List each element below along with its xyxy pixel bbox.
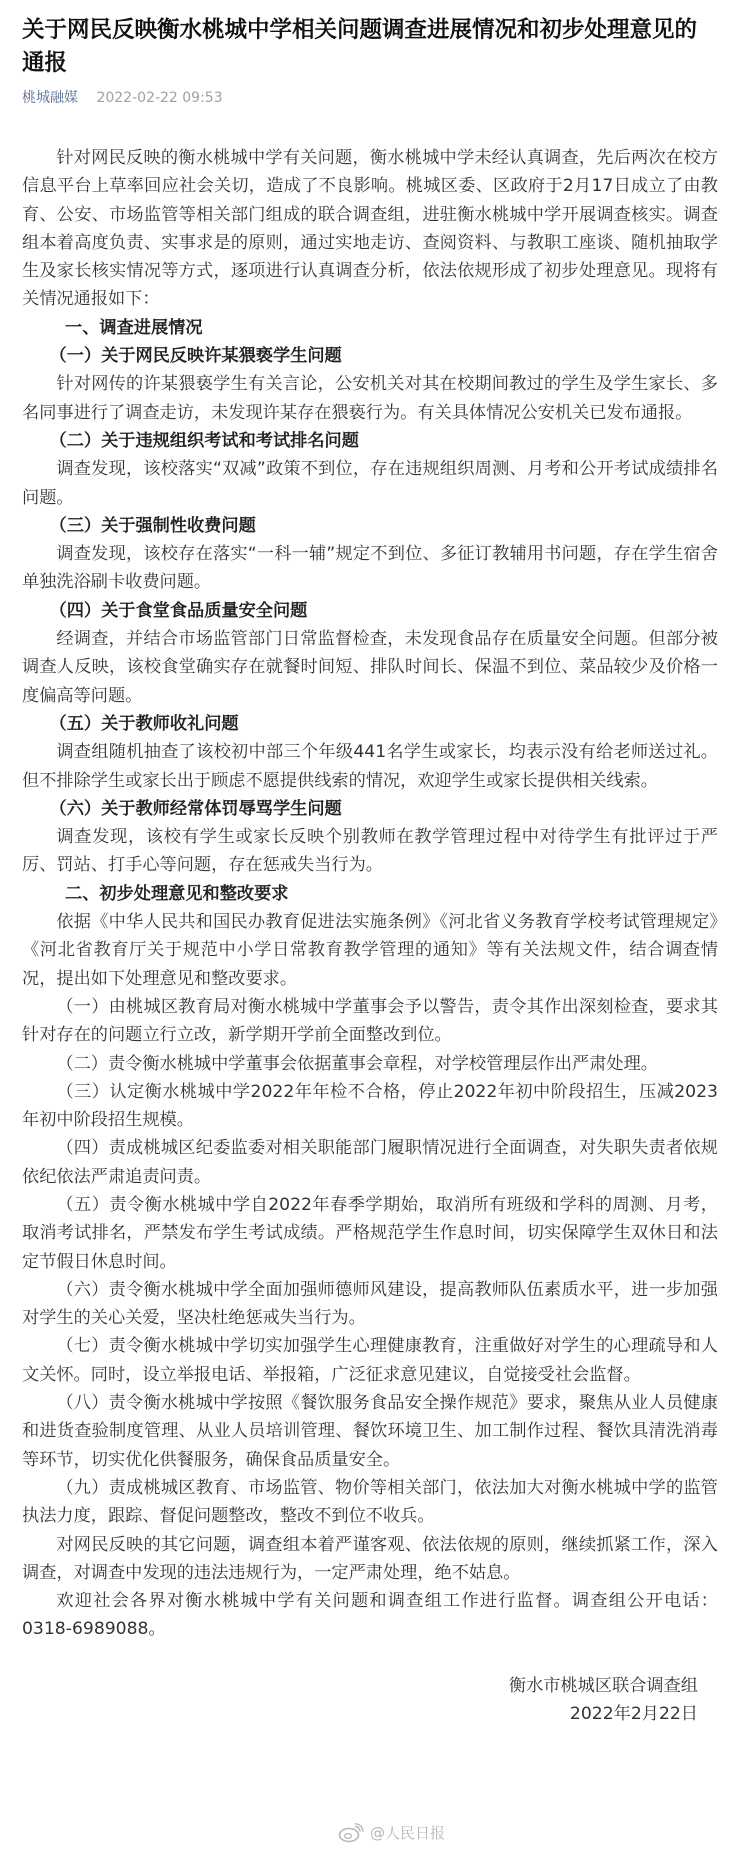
body-paragraph: （四）责成桃城区纪委监委对相关职能部门履职情况进行全面调查，对失职失责者依规依纪依法严肃追责问责。 [22,1138,718,1187]
section-heading: 一、调查进展情况 [65,317,203,338]
signature-org: 衡水市桃城区联合调查组 [508,1675,698,1696]
body-paragraph: 调查发现，该校落实“双减”政策不到位，存在违规组织周测、月考和公开考试成绩排名问题。 [22,459,718,508]
body-paragraph: （九）责成桃城区教育、市场监管、物价等相关部门，依法加大对衡水桃城中学的监管执法力度，跟踪、督促问题整改，整改不到位不收兵。 [22,1477,718,1527]
body-paragraph: （一）由桃城区教育局对衡水桃城中学董事会予以警告，责令其作出深刻检查，要求其针对存在的问题立行立改，新学期开学前全面整改到位。 [22,996,718,1046]
body-paragraph: （六）责令衡水桃城中学全面加强师德师风建设，提高教师队伍素质水平，进一步加强对学生的关心关爱，坚决杜绝惩戒失当行为。 [22,1279,718,1329]
subsection-heading: （四）关于食堂食品质量安全问题 [49,600,308,621]
body-paragraph: 针对网传的许某猥亵学生有关言论，公安机关对其在校期间教过的学生及学生家长、多名同事进行了调查走访，未发现许某存在猥亵行为。有关具体情况公安机关已发布通报。 [22,374,718,423]
body-paragraph: （七）责令衡水桃城中学切实加强学生心理健康教育，注重做好对学生的心理疏导和人文关怀。同时，设立举报电话、举报箱，广泛征求意见建议，自觉接受社会监督。 [22,1336,718,1385]
body-paragraph: （五）责令衡水桃城中学自2022年春季学期始，取消所有班级和学科的周测、月考，取消考试排名，严禁发布学生考试成绩。严格规范学生作息时间，切实保障学生双休日和法定节假日休息时间。 [22,1194,718,1272]
weibo-icon [338,1823,364,1843]
section-heading: 二、初步处理意见和整改要求 [65,883,289,904]
subsection-heading: （二）关于违规组织考试和考试排名问题 [49,430,359,451]
body-paragraph: 依据《中华人民共和国民办教育促进法实施条例》《河北省义务教育学校考试管理规定》《河北省教育厅关于规范中小学日常教育教学管理的通知》等有关法规文件，结合调查情况，提出如下处理意见和整改要求。 [22,912,718,989]
publish-date: 2022-02-22 09:53 [96,90,223,106]
body-paragraph: （二）责令衡水桃城中学董事会依据董事会章程，对学校管理层作出严肃处理。 [56,1053,658,1074]
article-meta [22,88,718,108]
subsection-heading: （一）关于网民反映许某猥亵学生问题 [49,346,342,367]
article-body [22,144,718,1728]
subsection-heading: （三）关于强制性收费问题 [49,515,256,536]
subsection-heading: （六）关于教师经常体罚辱骂学生问题 [49,798,342,819]
watermark-text: @人民日报 [370,1824,446,1842]
body-paragraph: 针对网民反映的衡水桃城中学有关问题，衡水桃城中学未经认真调查，先后两次在校方信息平台上草率回应社会关切，造成了不良影响。桃城区委、区政府于2月17日成立了由教育、公安、市场监管等相关部门组成的联合调查组，进驻衡水桃城中学开展调查核实。调查组本着高度负责、实事求是的原则，通过实地走访、查阅资料、与教职工座谈、随机抽取学生及家长核实情况等方式，逐项进行认真调查分析，依法依规形成了初步处理意见。现将有关情况通报如下： [22,148,718,310]
account-name-link[interactable]: 桃城融媒 [22,90,78,106]
body-paragraph: 调查组随机抽查了该校初中部三个年级441名学生或家长，均表示没有给老师送过礼。但不排除学生或家长出于顾虑不愿提供线索的情况，欢迎学生或家长提供相关线索。 [22,742,718,791]
subsection-heading: （五）关于教师收礼问题 [49,713,239,734]
body-paragraph: 对网民反映的其它问题，调查组本着严谨客观、依法依规的原则，继续抓紧工作，深入调查，对调查中发现的违法违规行为，一定严肃处理，绝不姑息。 [22,1534,718,1583]
article-title: 关于网民反映衡水桃城中学相关问题调查进展情况和初步处理意见的通报 [22,17,698,76]
body-paragraph: （八）责令衡水桃城中学按照《餐饮服务食品安全操作规范》要求，聚焦从业人员健康和进货查验制度管理、从业人员培训管理、餐饮环境卫生、加工制作过程、餐饮具清洗消毒等环节，切实优化供餐服务，确保食品质量安全。 [22,1393,718,1470]
body-paragraph: 欢迎社会各界对衡水桃城中学有关问题和调查组工作进行监督。调查组公开电话：0318-6989088。 [22,1591,718,1640]
signature-date: 2022年2月22日 [569,1704,698,1725]
body-paragraph: （三）认定衡水桃城中学2022年年检不合格，停止2022年初中阶段招生，压减2023年初中阶段招生规模。 [22,1081,718,1131]
body-paragraph: 调查发现，该校有学生或家长反映个别教师在教学管理过程中对待学生有批评过于严厉、罚站、打手心等问题，存在惩戒失当行为。 [22,827,718,876]
watermark [338,1822,445,1843]
body-paragraph: 调查发现，该校存在落实“一科一辅”规定不到位、多征订教辅用书问题，存在学生宿舍单独洗浴刷卡收费问题。 [22,544,718,593]
body-paragraph: 经调查，并结合市场监管部门日常监督检查，未发现食品存在质量安全问题。但部分被调查人反映，该校食堂确实存在就餐时间短、排队时间长、保温不到位、菜品较少及价格一度偏高等问题。 [22,629,718,706]
